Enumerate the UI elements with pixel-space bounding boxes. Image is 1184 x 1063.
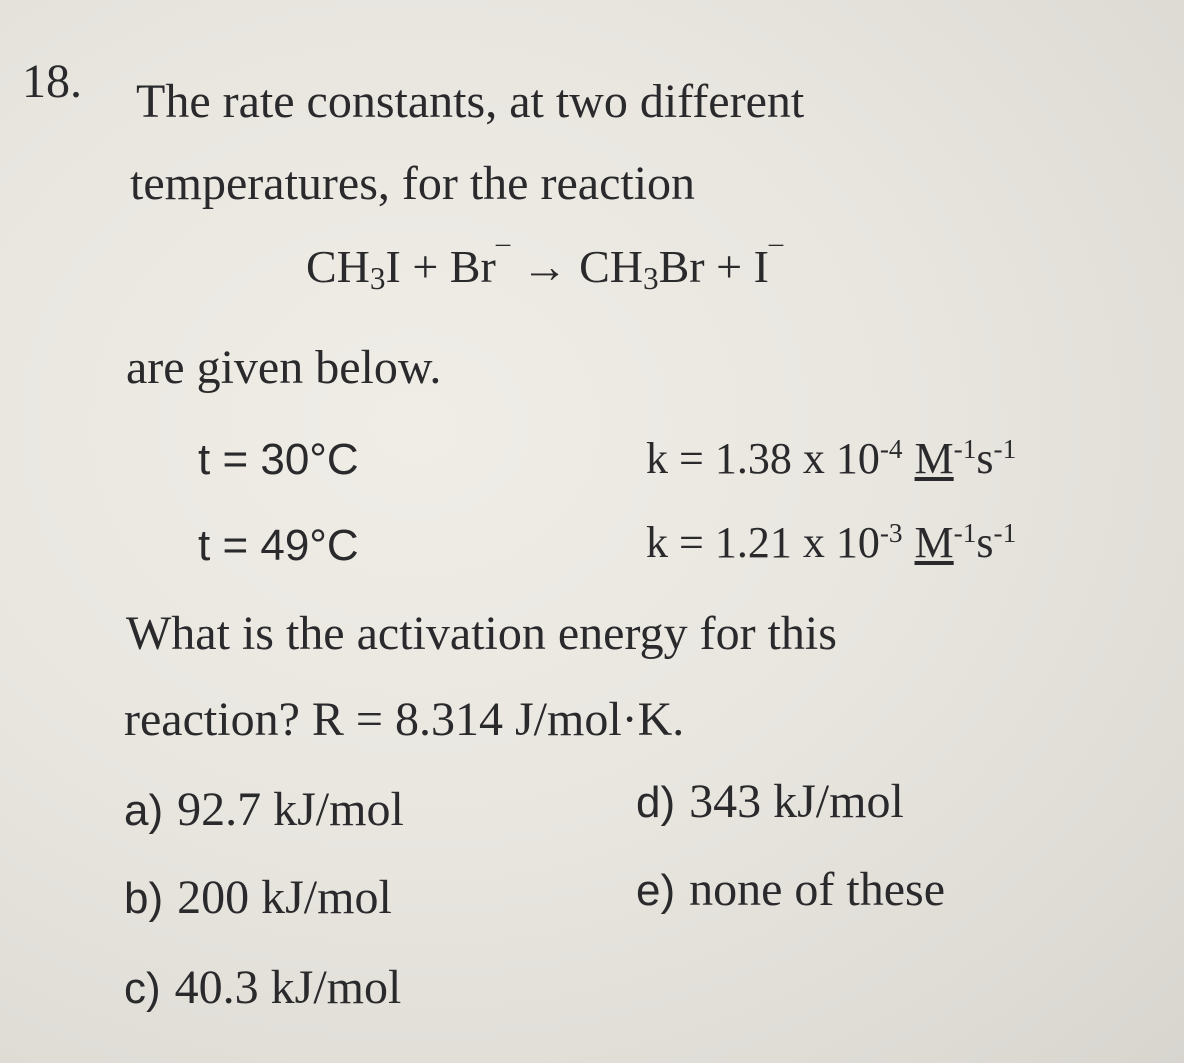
eq-arrow-ch: → CH — [510, 241, 643, 292]
k1-unit-m: M — [914, 434, 954, 483]
k1-prefix: k = 1.38 x 10 — [646, 434, 880, 483]
eq-subscript-1: 3 — [369, 260, 386, 296]
k2-unit-m: M — [914, 518, 954, 567]
option-a — [124, 783, 404, 836]
question-text-line-2: temperatures, for the reaction — [130, 157, 696, 210]
reaction-equation — [306, 241, 784, 296]
option-b-label: b) — [124, 874, 164, 923]
option-a-value: 92.7 kJ/mol — [177, 783, 404, 836]
temperature-2: t = 49°C — [198, 521, 359, 570]
question-text-line-3: are given below. — [126, 341, 442, 394]
option-d-label: d) — [636, 778, 676, 827]
temperature-1: t = 30°C — [198, 435, 359, 484]
rate-constant-1 — [646, 436, 1016, 481]
k1-exponent: -4 — [879, 434, 903, 464]
eq-subscript-2: 3 — [642, 260, 659, 296]
option-d — [636, 775, 904, 828]
question-text-line-4: What is the activation energy for this — [126, 607, 837, 660]
eq-i-charge: ¯ — [768, 242, 784, 274]
rate-constant-2 — [646, 520, 1016, 565]
k2-exponent: -3 — [879, 518, 903, 548]
option-c — [124, 961, 402, 1014]
eq-br-charge: ¯ — [495, 242, 511, 274]
k1-unit-s: s — [976, 434, 994, 483]
option-d-value: 343 kJ/mol — [689, 775, 904, 828]
question-text-line-5: reaction? R = 8.314 J/mol·K. — [124, 693, 685, 746]
option-c-value: 40.3 kJ/mol — [174, 961, 402, 1014]
option-e-label: e) — [636, 866, 676, 915]
eq-ch: CH — [306, 241, 370, 292]
eq-br-plus-i: Br + I — [658, 241, 769, 292]
k1-unit-m-exp: -1 — [953, 434, 977, 464]
option-b — [124, 871, 392, 924]
option-c-label: c) — [124, 964, 161, 1013]
option-b-value: 200 kJ/mol — [177, 871, 392, 924]
option-e-value: none of these — [689, 863, 946, 916]
k2-unit-s-exp: -1 — [993, 518, 1017, 548]
k2-unit-m-exp: -1 — [953, 518, 977, 548]
eq-i-plus-br: I + Br — [385, 241, 496, 292]
k2-unit-s: s — [976, 518, 994, 567]
option-e — [636, 863, 946, 916]
question-text-line-1: The rate constants, at two different — [136, 75, 805, 128]
question-number: 18. — [22, 55, 82, 108]
k2-prefix: k = 1.21 x 10 — [646, 518, 880, 567]
option-a-label: a) — [124, 786, 164, 835]
k1-unit-s-exp: -1 — [993, 434, 1017, 464]
